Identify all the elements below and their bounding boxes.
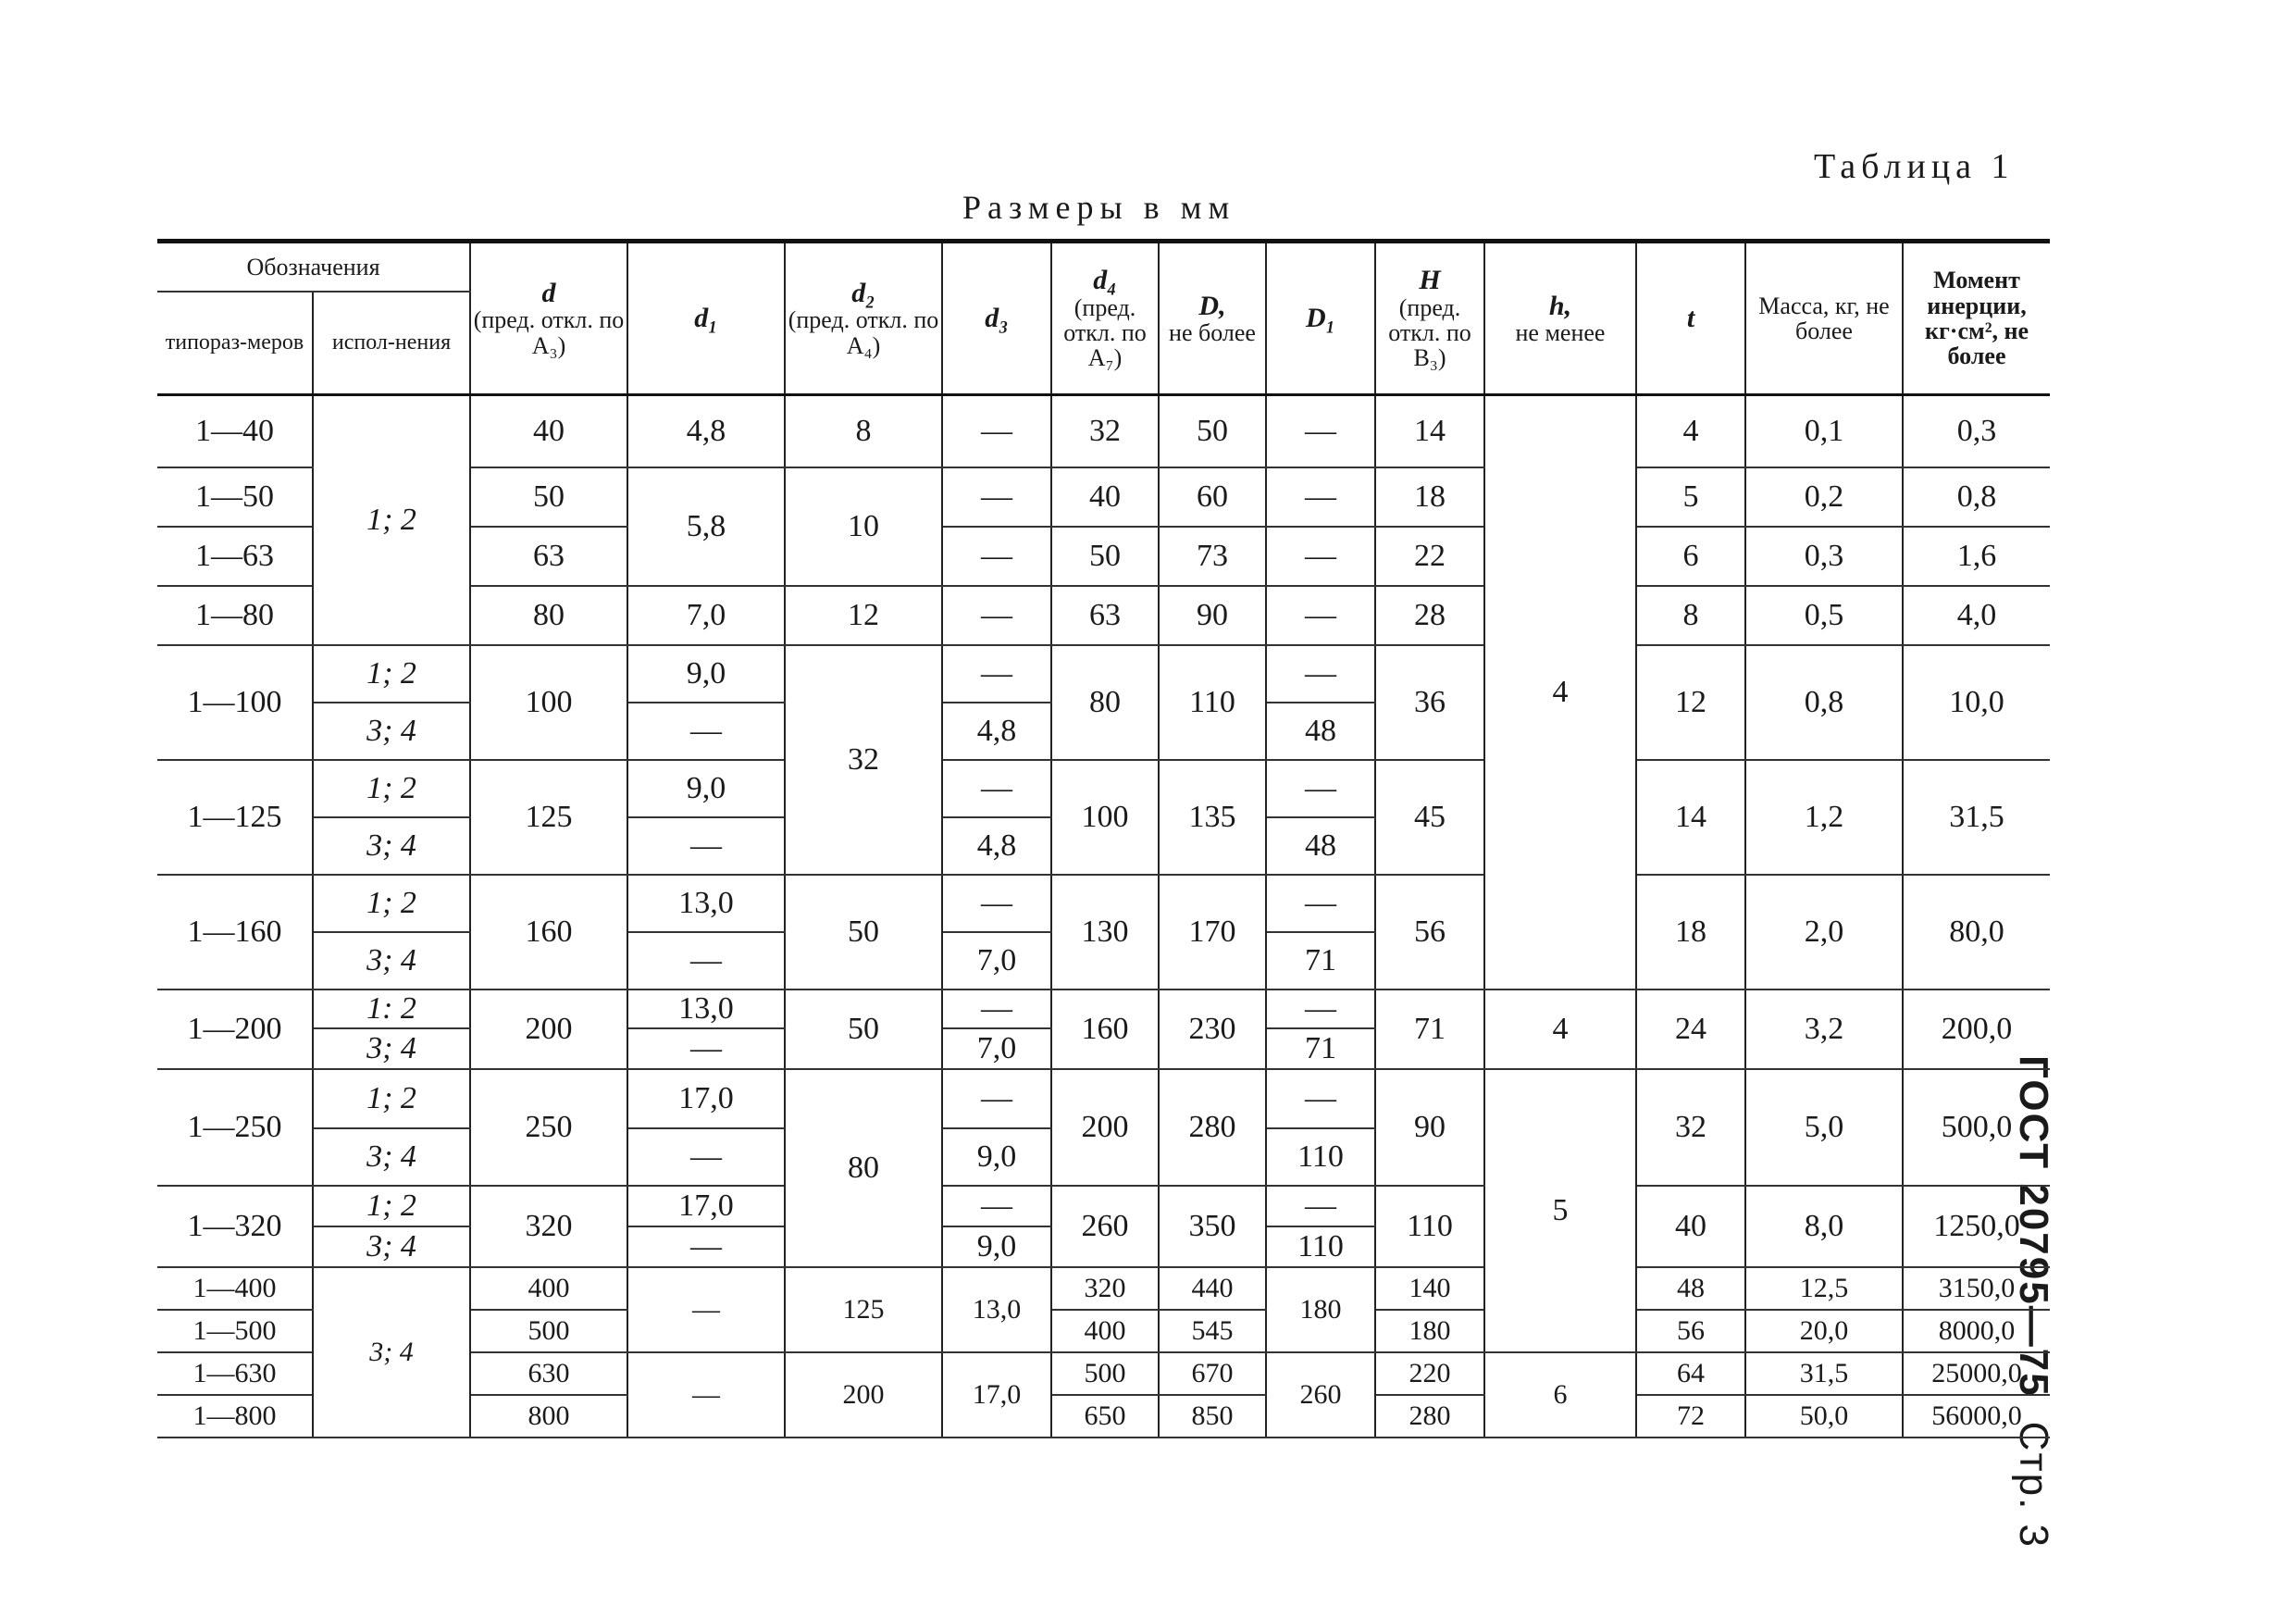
cell-mass: 1,2	[1745, 760, 1903, 875]
cell-D: 135	[1159, 760, 1266, 875]
cell-t: 56	[1636, 1310, 1745, 1352]
cell-d1: 13,0	[627, 875, 785, 932]
cell-d1: 5,8	[627, 467, 785, 586]
cell-h: 4	[1484, 989, 1636, 1069]
cell-t: 32	[1636, 1069, 1745, 1186]
cell-D1: 48	[1266, 817, 1375, 875]
cell-H: 90	[1375, 1069, 1484, 1186]
cell-d: 630	[470, 1352, 627, 1395]
cell-d1: 4,8	[627, 395, 785, 467]
cell-d: 50	[470, 467, 627, 527]
cell-d3: 7,0	[942, 1028, 1051, 1069]
table-row	[157, 760, 2050, 817]
size-type: 1—500	[157, 1310, 313, 1352]
cell-H: 71	[1375, 989, 1484, 1069]
cell-d3: —	[942, 395, 1051, 467]
cell-d: 800	[470, 1395, 627, 1438]
cell-d3: —	[942, 1186, 1051, 1226]
size-type: 1—100	[157, 645, 313, 760]
cell-D: 850	[1159, 1395, 1266, 1438]
cell-t: 6	[1636, 527, 1745, 586]
cell-d1: —	[627, 1128, 785, 1186]
header-d4: d₄ (пред. откл. по A₇)	[1051, 242, 1159, 395]
cell-H: 180	[1375, 1310, 1484, 1352]
cell-moment: 10,0	[1903, 645, 2050, 760]
cell-h: 4	[1484, 395, 1636, 989]
cell-t: 8	[1636, 586, 1745, 645]
cell-d: 40	[470, 395, 627, 467]
cell-H: 280	[1375, 1395, 1484, 1438]
cell-d3: —	[942, 527, 1051, 586]
cell-H: 45	[1375, 760, 1484, 875]
size-type: 1—63	[157, 527, 313, 586]
cell-D: 440	[1159, 1267, 1266, 1310]
cell-d4: 32	[1051, 395, 1159, 467]
cell-D1: 260	[1266, 1352, 1375, 1438]
cell-d4: 500	[1051, 1352, 1159, 1395]
cell-t: 24	[1636, 989, 1745, 1069]
header-d2: d₂ (пред. откл. по A₄)	[785, 242, 942, 395]
standard-number: ГОСТ 20795—75	[2011, 1055, 2056, 1398]
table-row	[157, 1267, 2050, 1310]
cell-mass: 0,2	[1745, 467, 1903, 527]
table-row	[157, 989, 2050, 1028]
cell-moment: 0,8	[1903, 467, 2050, 527]
header-d: d (пред. откл. по A₃)	[470, 242, 627, 395]
cell-t: 18	[1636, 875, 1745, 989]
cell-D1: —	[1266, 467, 1375, 527]
cell-mass: 8,0	[1745, 1186, 1903, 1267]
cell-D: 170	[1159, 875, 1266, 989]
table-row	[157, 1069, 2050, 1128]
execution: 1; 2	[313, 1186, 470, 1226]
cell-d: 250	[470, 1069, 627, 1186]
cell-d3: 17,0	[942, 1352, 1051, 1438]
cell-H: 14	[1375, 395, 1484, 467]
execution: 1; 2	[313, 1069, 470, 1128]
cell-d1: 17,0	[627, 1069, 785, 1128]
cell-d1: 13,0	[627, 989, 785, 1028]
cell-D1: —	[1266, 586, 1375, 645]
cell-H: 140	[1375, 1267, 1484, 1310]
cell-t: 5	[1636, 467, 1745, 527]
cell-d3: —	[942, 1069, 1051, 1128]
cell-t: 14	[1636, 760, 1745, 875]
cell-moment: 25000,0	[1903, 1352, 2050, 1395]
header-h: h, не менее	[1484, 242, 1636, 395]
header-H: H (пред. откл. по B₃)	[1375, 242, 1484, 395]
cell-d1: —	[627, 1267, 785, 1352]
cell-mass: 31,5	[1745, 1352, 1903, 1395]
size-type: 1—50	[157, 467, 313, 527]
cell-t: 40	[1636, 1186, 1745, 1267]
cell-d1: 9,0	[627, 645, 785, 703]
execution: 3; 4	[313, 1267, 470, 1438]
cell-d1: —	[627, 1226, 785, 1267]
cell-d3: —	[942, 586, 1051, 645]
cell-t: 72	[1636, 1395, 1745, 1438]
execution: 1; 2	[313, 875, 470, 932]
execution: 3; 4	[313, 1028, 470, 1069]
cell-moment: 4,0	[1903, 586, 2050, 645]
cell-d4: 320	[1051, 1267, 1159, 1310]
cell-mass: 0,8	[1745, 645, 1903, 760]
size-type: 1—400	[157, 1267, 313, 1310]
cell-d: 160	[470, 875, 627, 989]
size-type: 1—800	[157, 1395, 313, 1438]
cell-D: 73	[1159, 527, 1266, 586]
cell-d4: 650	[1051, 1395, 1159, 1438]
cell-H: 220	[1375, 1352, 1484, 1395]
cell-d2: 50	[785, 989, 942, 1069]
cell-d3: —	[942, 989, 1051, 1028]
cell-d3: 4,8	[942, 817, 1051, 875]
cell-d2: 80	[785, 1069, 942, 1267]
cell-d3: —	[942, 760, 1051, 817]
cell-H: 22	[1375, 527, 1484, 586]
cell-d4: 160	[1051, 989, 1159, 1069]
cell-d2: 12	[785, 586, 942, 645]
cell-t: 64	[1636, 1352, 1745, 1395]
cell-D1: 48	[1266, 703, 1375, 760]
cell-d4: 260	[1051, 1186, 1159, 1267]
cell-mass: 50,0	[1745, 1395, 1903, 1438]
cell-d: 500	[470, 1310, 627, 1352]
cell-d1: 9,0	[627, 760, 785, 817]
size-type: 1—320	[157, 1186, 313, 1267]
size-type: 1—200	[157, 989, 313, 1069]
cell-d2: 32	[785, 645, 942, 875]
cell-d2: 50	[785, 875, 942, 989]
cell-moment: 8000,0	[1903, 1310, 2050, 1352]
size-type: 1—160	[157, 875, 313, 989]
cell-D1: —	[1266, 1069, 1375, 1128]
cell-D: 545	[1159, 1310, 1266, 1352]
table-row	[157, 1186, 2050, 1226]
execution: 1; 2	[313, 645, 470, 703]
size-type: 1—630	[157, 1352, 313, 1395]
cell-h: 5	[1484, 1069, 1636, 1352]
execution: 3; 4	[313, 817, 470, 875]
cell-D1: 71	[1266, 1028, 1375, 1069]
cell-d4: 50	[1051, 527, 1159, 586]
header-executions: испол-нения	[313, 292, 470, 395]
page-number: Стр. 3	[2011, 1421, 2056, 1549]
cell-d1: —	[627, 817, 785, 875]
cell-moment: 1250,0	[1903, 1186, 2050, 1267]
cell-mass: 0,5	[1745, 586, 1903, 645]
cell-d: 63	[470, 527, 627, 586]
cell-moment: 3150,0	[1903, 1267, 2050, 1310]
cell-D: 110	[1159, 645, 1266, 760]
cell-D: 60	[1159, 467, 1266, 527]
cell-d: 320	[470, 1186, 627, 1267]
cell-d2: 10	[785, 467, 942, 586]
cell-d2: 200	[785, 1352, 942, 1438]
header-D1: D₁	[1266, 242, 1375, 395]
cell-D1: —	[1266, 760, 1375, 817]
cell-mass: 2,0	[1745, 875, 1903, 989]
header-D: D, не более	[1159, 242, 1266, 395]
cell-D1: 110	[1266, 1226, 1375, 1267]
cell-t: 48	[1636, 1267, 1745, 1310]
execution: 3; 4	[313, 703, 470, 760]
cell-D1: —	[1266, 645, 1375, 703]
size-type: 1—250	[157, 1069, 313, 1186]
cell-d3: —	[942, 467, 1051, 527]
cell-D1: —	[1266, 1186, 1375, 1226]
cell-d: 400	[470, 1267, 627, 1310]
execution: 1: 2	[313, 989, 470, 1028]
cell-moment: 80,0	[1903, 875, 2050, 989]
size-type: 1—80	[157, 586, 313, 645]
header-t: t	[1636, 242, 1745, 395]
header-d3: d₃	[942, 242, 1051, 395]
cell-d: 100	[470, 645, 627, 760]
cell-mass: 3,2	[1745, 989, 1903, 1069]
cell-d3: 4,8	[942, 703, 1051, 760]
table-row	[157, 395, 2050, 467]
cell-D: 230	[1159, 989, 1266, 1069]
header-moment: Момент инерции, кг·см², не более	[1903, 242, 2050, 395]
cell-d3: 7,0	[942, 932, 1051, 989]
cell-d3: 9,0	[942, 1128, 1051, 1186]
cell-H: 110	[1375, 1186, 1484, 1267]
cell-D1: —	[1266, 527, 1375, 586]
cell-d3: 13,0	[942, 1267, 1051, 1352]
cell-d1: —	[627, 932, 785, 989]
cell-H: 56	[1375, 875, 1484, 989]
cell-d3: —	[942, 875, 1051, 932]
cell-D: 280	[1159, 1069, 1266, 1186]
cell-H: 36	[1375, 645, 1484, 760]
cell-d4: 63	[1051, 586, 1159, 645]
execution: 3; 4	[313, 1128, 470, 1186]
cell-D: 90	[1159, 586, 1266, 645]
cell-d1: 17,0	[627, 1186, 785, 1226]
cell-moment: 56000,0	[1903, 1395, 2050, 1438]
cell-d2: 8	[785, 395, 942, 467]
cell-moment: 0,3	[1903, 395, 2050, 467]
execution: 1; 2	[313, 760, 470, 817]
cell-d1: 7,0	[627, 586, 785, 645]
dimensions-table	[157, 239, 2050, 1438]
cell-moment: 1,6	[1903, 527, 2050, 586]
cell-d4: 130	[1051, 875, 1159, 989]
cell-moment: 500,0	[1903, 1069, 2050, 1186]
cell-mass: 0,1	[1745, 395, 1903, 467]
cell-mass: 5,0	[1745, 1069, 1903, 1186]
size-type: 1—125	[157, 760, 313, 875]
cell-mass: 0,3	[1745, 527, 1903, 586]
header-mass: Масса, кг, не более	[1745, 242, 1903, 395]
cell-D: 670	[1159, 1352, 1266, 1395]
header-size-types: типораз-меров	[157, 292, 313, 395]
cell-t: 12	[1636, 645, 1745, 760]
cell-d3: 9,0	[942, 1226, 1051, 1267]
cell-d1: —	[627, 1352, 785, 1438]
table-number: Таблица 1	[1814, 147, 2015, 186]
execution: 3; 4	[313, 932, 470, 989]
cell-D: 350	[1159, 1186, 1266, 1267]
cell-mass: 20,0	[1745, 1310, 1903, 1352]
cell-t: 4	[1636, 395, 1745, 467]
units-caption: Размеры в мм	[962, 189, 1236, 226]
size-type: 1—40	[157, 395, 313, 467]
cell-D1: —	[1266, 395, 1375, 467]
cell-d: 200	[470, 989, 627, 1069]
table-row	[157, 875, 2050, 932]
cell-d: 80	[470, 586, 627, 645]
cell-D: 50	[1159, 395, 1266, 467]
cell-D1: 71	[1266, 932, 1375, 989]
execution: 3; 4	[313, 1226, 470, 1267]
cell-d: 125	[470, 760, 627, 875]
execution: 1; 2	[313, 395, 470, 645]
cell-d2: 125	[785, 1267, 942, 1352]
cell-H: 18	[1375, 467, 1484, 527]
cell-moment: 31,5	[1903, 760, 2050, 875]
header-designations: Обозначения	[157, 242, 470, 292]
cell-d1: —	[627, 1028, 785, 1069]
header-d1: d₁	[627, 242, 785, 395]
cell-moment: 200,0	[1903, 989, 2050, 1069]
cell-D1: 110	[1266, 1128, 1375, 1186]
cell-mass: 12,5	[1745, 1267, 1903, 1310]
cell-D1: 180	[1266, 1267, 1375, 1352]
cell-D1: —	[1266, 989, 1375, 1028]
cell-d4: 400	[1051, 1310, 1159, 1352]
table-row	[157, 645, 2050, 703]
cell-d1: —	[627, 703, 785, 760]
cell-h: 6	[1484, 1352, 1636, 1438]
cell-d4: 80	[1051, 645, 1159, 760]
cell-d4: 100	[1051, 760, 1159, 875]
cell-H: 28	[1375, 586, 1484, 645]
cell-d4: 200	[1051, 1069, 1159, 1186]
cell-d3: —	[942, 645, 1051, 703]
cell-D1: —	[1266, 875, 1375, 932]
cell-d4: 40	[1051, 467, 1159, 527]
